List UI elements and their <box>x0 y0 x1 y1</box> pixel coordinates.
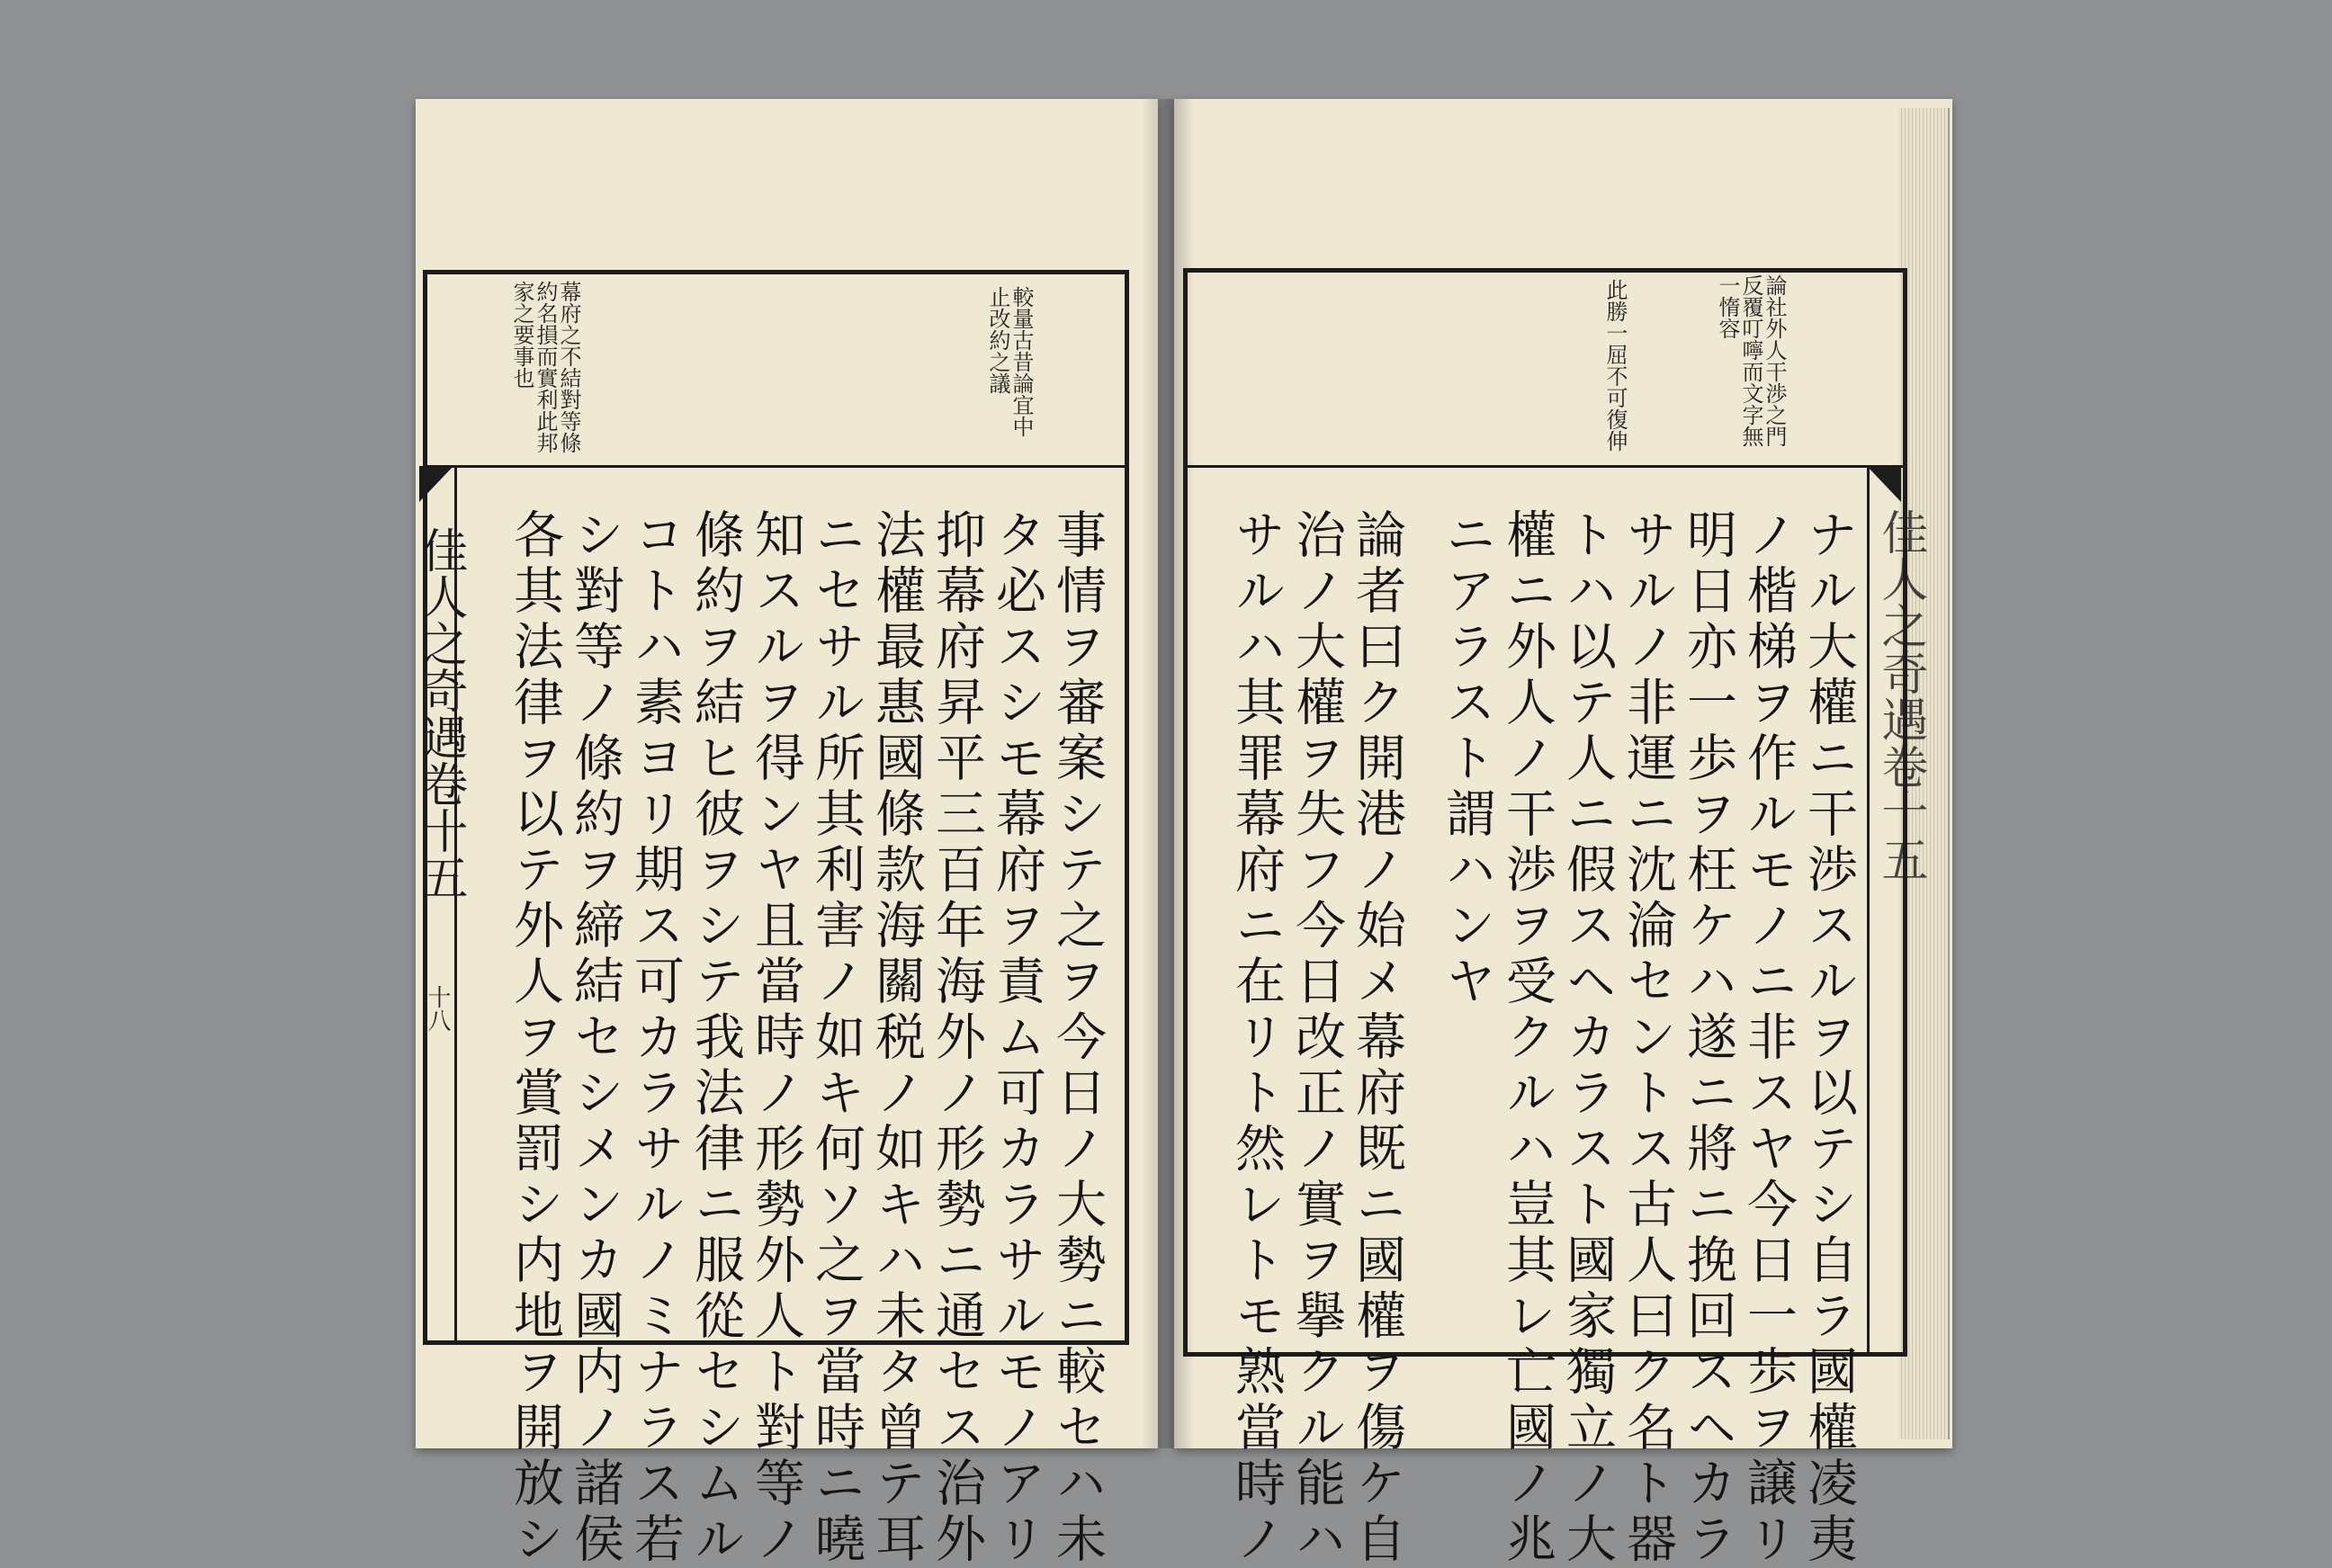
left-text-column: 條約ヲ結ヒ彼ヲシテ我法律ニ服從セシムル <box>686 508 745 1568</box>
left-text-column: シ對等ノ條約ヲ締結セシメンカ國内ノ諸侯 <box>566 508 624 1568</box>
right-text-column: サルノ非運ニ沈淪セントス古人曰ク名ト器 <box>1619 508 1677 1568</box>
right-fish-tail-mark <box>1867 466 1901 502</box>
left-text-column: 抑幕府昇平三百年海外ノ形勢ニ通セス治外 <box>928 508 986 1568</box>
right-header-rule <box>1183 465 1903 468</box>
left-text-column: 各其法律ヲ以テ外人ヲ賞罰シ内地ヲ開放シ <box>506 508 564 1568</box>
right-margin-note-1: 論社外人干渉之門反覆叮嚀而文字無一惰容 <box>1715 274 1787 447</box>
right-text-column: ノ楷梯ヲ作ルモノニ非スヤ今日一歩ヲ譲リ <box>1739 508 1798 1568</box>
right-text-column: 論者曰ク開港ノ始メ幕府既ニ國權ヲ傷ケ自 <box>1348 508 1406 1568</box>
left-text-column: 知スルヲ得ンヤ且當時ノ形勢外人ト對等ノ <box>747 508 805 1568</box>
left-folio: 十八 <box>424 985 451 1032</box>
right-text-column: ニアラスト謂ハンヤ <box>1438 508 1496 1010</box>
left-text-column: 法權最惠國條款海關税ノ如キハ未タ曾テ耳 <box>867 508 926 1568</box>
left-margin-note-2: 幕府之不結對等條約名損而實利此邦家之要事也 <box>509 281 581 453</box>
right-text-column: 權ニ外人ノ干渉ヲ受クルハ豈其レ亡國ノ兆 <box>1498 508 1556 1568</box>
left-text-column: 事情ヲ審案シテ之ヲ今日ノ大勢ニ較セハ未 <box>1048 508 1107 1568</box>
right-text-column: 治ノ大權ヲ失フ今日改正ノ實ヲ擧クル能ハ <box>1287 508 1346 1568</box>
right-text-column: ナル大權ニ干渉スルヲ以テシ自ラ國權凌夷 <box>1799 508 1858 1568</box>
left-text-column: コトハ素ヨリ期ス可カラサルノミナラス若 <box>626 508 685 1568</box>
left-text-column: ニセサル所其利害ノ如キ何ソ之ヲ當時ニ曉 <box>807 508 866 1568</box>
left-text-column: タ必スシモ幕府ヲ責ム可カラサルモノアリ <box>988 508 1046 1568</box>
right-text-column: 明日亦一歩ヲ枉ケハ遂ニ將ニ挽回スヘカラ <box>1679 508 1737 1568</box>
right-text-column: サルハ其罪幕府ニ在リト然レトモ熟當時ノ <box>1227 508 1286 1568</box>
left-margin-note-1: 較量古昔論宜中止改約之議 <box>985 286 1034 437</box>
left-hanshin-title: 佳人之奇遇卷十五 <box>413 526 467 900</box>
left-fish-tail-mark <box>419 466 453 502</box>
right-margin-note-2: 此勝一屈不可復伸 <box>1602 279 1628 452</box>
right-text-column: トハ以テ人ニ假スヘカラスト國家獨立ノ大 <box>1558 508 1617 1568</box>
left-header-rule <box>423 465 1125 468</box>
right-hanshin-title: 佳人之奇遇卷十五 <box>1873 508 1927 883</box>
